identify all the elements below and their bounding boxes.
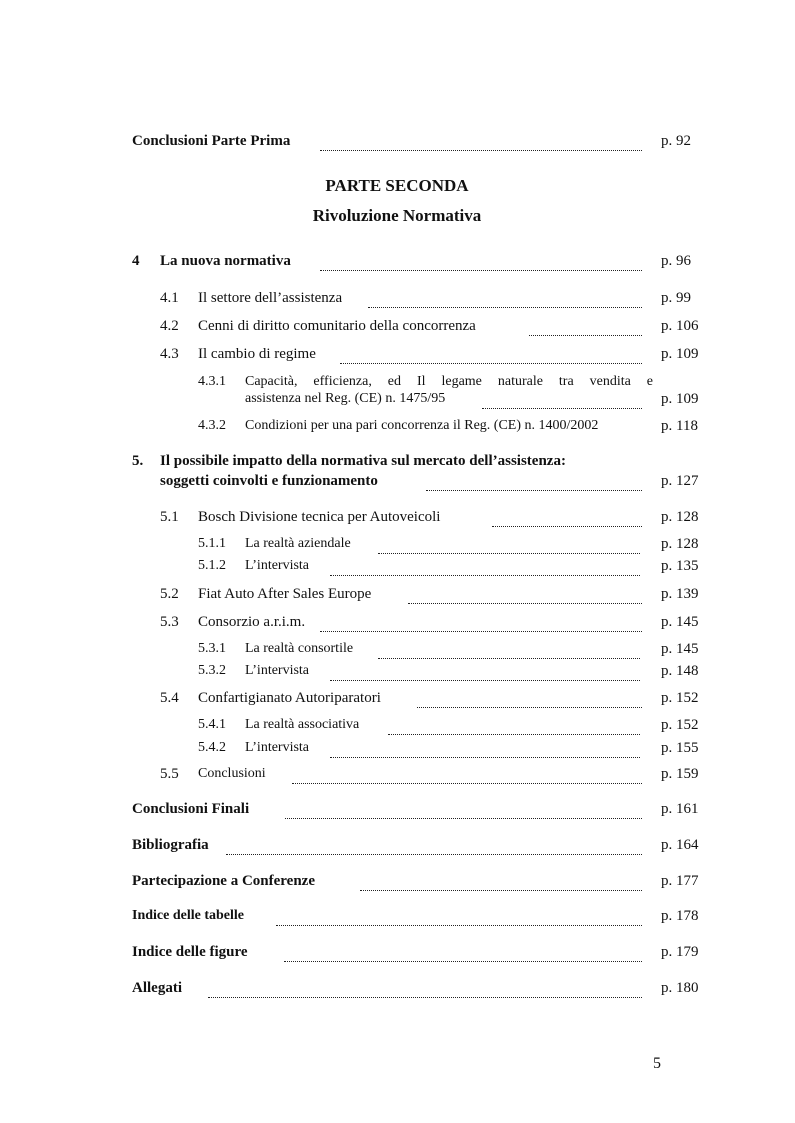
toc-number: 5.2 bbox=[160, 586, 179, 602]
toc-leader bbox=[408, 603, 642, 604]
toc-leader bbox=[482, 408, 642, 409]
toc-page: p. 148 bbox=[661, 663, 699, 679]
toc-page: p. 96 bbox=[661, 253, 691, 269]
toc-entry-5-5 bbox=[132, 766, 702, 788]
toc-title: Consorzio a.r.i.m. bbox=[198, 614, 306, 630]
toc-number: 5.1.2 bbox=[198, 558, 226, 573]
toc-leader bbox=[292, 783, 642, 784]
toc-title: La realtà aziendale bbox=[245, 536, 351, 551]
toc-entry-4-3-2 bbox=[132, 418, 702, 440]
toc-entry-5-3-2 bbox=[132, 663, 702, 685]
toc-title: Bosch Divisione tecnica per Autoveicoli bbox=[198, 509, 441, 525]
toc-leader bbox=[285, 818, 642, 819]
toc-leader bbox=[276, 925, 642, 926]
toc-entry-5-4-2 bbox=[132, 740, 702, 762]
toc-title: L’intervista bbox=[245, 558, 310, 573]
toc-leader bbox=[426, 490, 642, 491]
toc-title: Indice delle tabelle bbox=[132, 908, 244, 923]
toc-number: 5.4.1 bbox=[198, 717, 226, 732]
toc-page: p. 135 bbox=[661, 558, 699, 574]
toc-entry-figure bbox=[132, 944, 702, 966]
toc-leader bbox=[368, 307, 642, 308]
toc-entry-4-3 bbox=[132, 346, 702, 368]
toc-title: Conclusioni Parte Prima bbox=[132, 133, 291, 149]
toc-page: p. 164 bbox=[661, 837, 699, 853]
part-subheading: Rivoluzione Normativa bbox=[312, 206, 482, 225]
toc-page: p. 106 bbox=[661, 318, 699, 334]
toc-number: 5.4.2 bbox=[198, 740, 226, 755]
toc-page: p. 109 bbox=[661, 391, 699, 407]
toc-page: p. 177 bbox=[661, 873, 699, 889]
toc-entry-finali bbox=[132, 801, 702, 823]
toc-number: 4.2 bbox=[160, 318, 179, 334]
toc-leader bbox=[330, 575, 640, 576]
toc-leader bbox=[320, 270, 642, 271]
toc-leader bbox=[284, 961, 642, 962]
toc-page: p. 127 bbox=[661, 473, 699, 489]
toc-title: La realtà associativa bbox=[245, 717, 360, 732]
toc-page: p. 152 bbox=[661, 690, 699, 706]
toc-entry-ch4 bbox=[132, 253, 702, 275]
toc-title: Bibliografia bbox=[132, 837, 209, 853]
toc-page: p. 139 bbox=[661, 586, 699, 602]
toc-title: Confartigianato Autoriparatori bbox=[198, 690, 381, 706]
toc-page: p. 118 bbox=[661, 418, 698, 434]
toc-number: 4 bbox=[132, 253, 140, 269]
toc-leader bbox=[320, 150, 642, 151]
toc-entry-4-2 bbox=[132, 318, 702, 340]
toc-page: p. 128 bbox=[661, 536, 699, 552]
toc-leader bbox=[378, 553, 640, 554]
toc-page: p. 180 bbox=[661, 980, 699, 996]
toc-page: p. 128 bbox=[661, 509, 699, 525]
toc-title-4-3-1-line1: Capacità, efficienza, ed Il legame naturale tra vendita e bbox=[245, 374, 653, 389]
toc-title: L’intervista bbox=[245, 663, 310, 678]
toc-entry-allegati bbox=[132, 980, 702, 1002]
toc-number-4-3-1: 4.3.1 bbox=[198, 374, 226, 389]
toc-page: p. 109 bbox=[661, 346, 699, 362]
toc-number: 5.1 bbox=[160, 509, 179, 525]
toc-number: 5.5 bbox=[160, 766, 179, 782]
toc-leader bbox=[330, 680, 640, 681]
toc-title: Conclusioni Finali bbox=[132, 801, 250, 817]
toc-entry-5-3-1 bbox=[132, 641, 702, 663]
toc-page: p. 99 bbox=[661, 290, 691, 306]
toc-number: 5.3.2 bbox=[198, 663, 226, 678]
toc-entry-tabelle bbox=[132, 908, 702, 930]
toc-entry-5-1-1 bbox=[132, 536, 702, 558]
toc-title: soggetti coinvolti e funzionamento bbox=[160, 473, 378, 489]
toc-page: p. 92 bbox=[661, 133, 691, 149]
toc-entry-4-3-1 bbox=[132, 391, 702, 413]
toc-number: 4.1 bbox=[160, 290, 179, 306]
toc-title: Fiat Auto After Sales Europe bbox=[198, 586, 372, 602]
toc-leader bbox=[360, 890, 642, 891]
toc-number: 4.3 bbox=[160, 346, 179, 362]
toc-title: Partecipazione a Conferenze bbox=[132, 873, 315, 889]
toc-entry-bibliografia bbox=[132, 837, 702, 859]
toc-title: Indice delle figure bbox=[132, 944, 248, 960]
toc-leader bbox=[208, 997, 642, 998]
toc-title: Condizioni per una pari concorrenza il Reg. (CE) n. 1400/2002 bbox=[245, 418, 599, 433]
toc-leader bbox=[320, 631, 642, 632]
toc-entry-5-3 bbox=[132, 614, 702, 636]
toc-page: p. 161 bbox=[661, 801, 699, 817]
toc-leader bbox=[226, 854, 642, 855]
toc-page: p. 152 bbox=[661, 717, 699, 733]
toc-title: assistenza nel Reg. (CE) n. 1475/95 bbox=[245, 391, 446, 406]
toc-leader bbox=[340, 363, 642, 364]
toc-leader bbox=[529, 335, 642, 336]
toc-entry-5-1 bbox=[132, 509, 702, 531]
page-number: 5 bbox=[653, 1055, 661, 1072]
toc-page: p. 178 bbox=[661, 908, 699, 924]
toc-number: 5.3.1 bbox=[198, 641, 226, 656]
toc-leader bbox=[378, 658, 640, 659]
toc-entry-conferenze bbox=[132, 873, 702, 895]
toc-title-ch5-line1: Il possibile impatto della normativa sul mercato dell’assistenza: bbox=[160, 453, 566, 469]
toc-entry-5-4 bbox=[132, 690, 702, 712]
toc-page: p. 159 bbox=[661, 766, 699, 782]
toc-title: Il cambio di regime bbox=[198, 346, 316, 362]
toc-page: p. 145 bbox=[661, 641, 699, 657]
toc-entry-4-1 bbox=[132, 290, 702, 312]
toc-title: Il settore dell’assistenza bbox=[198, 290, 343, 306]
toc-page: p. 145 bbox=[661, 614, 699, 630]
toc-title: La realtà consortile bbox=[245, 641, 354, 656]
toc-page: p. 155 bbox=[661, 740, 699, 756]
toc-title: Conclusioni bbox=[198, 766, 266, 781]
toc-number: 4.3.2 bbox=[198, 418, 226, 433]
toc-page: p. 179 bbox=[661, 944, 699, 960]
toc-entry-5-4-1 bbox=[132, 717, 702, 739]
toc-entry-ch5 bbox=[132, 473, 702, 495]
toc-leader bbox=[492, 526, 642, 527]
toc-title: L’intervista bbox=[245, 740, 310, 755]
toc-entry-5-1-2 bbox=[132, 558, 702, 580]
toc-title: La nuova normativa bbox=[160, 253, 291, 269]
part-heading: PARTE SECONDA bbox=[325, 176, 469, 195]
toc-leader bbox=[330, 757, 640, 758]
toc-entry-5-2 bbox=[132, 586, 702, 608]
toc-entry-conclusioni-prima bbox=[132, 133, 702, 155]
toc-number: 5.3 bbox=[160, 614, 179, 630]
toc-leader bbox=[388, 734, 640, 735]
toc-title: Cenni di diritto comunitario della concorrenza bbox=[198, 318, 476, 334]
toc-number-ch5: 5. bbox=[132, 453, 144, 469]
toc-leader bbox=[417, 707, 642, 708]
toc-title: Allegati bbox=[132, 980, 182, 996]
toc-number: 5.4 bbox=[160, 690, 179, 706]
toc-number: 5.1.1 bbox=[198, 536, 226, 551]
